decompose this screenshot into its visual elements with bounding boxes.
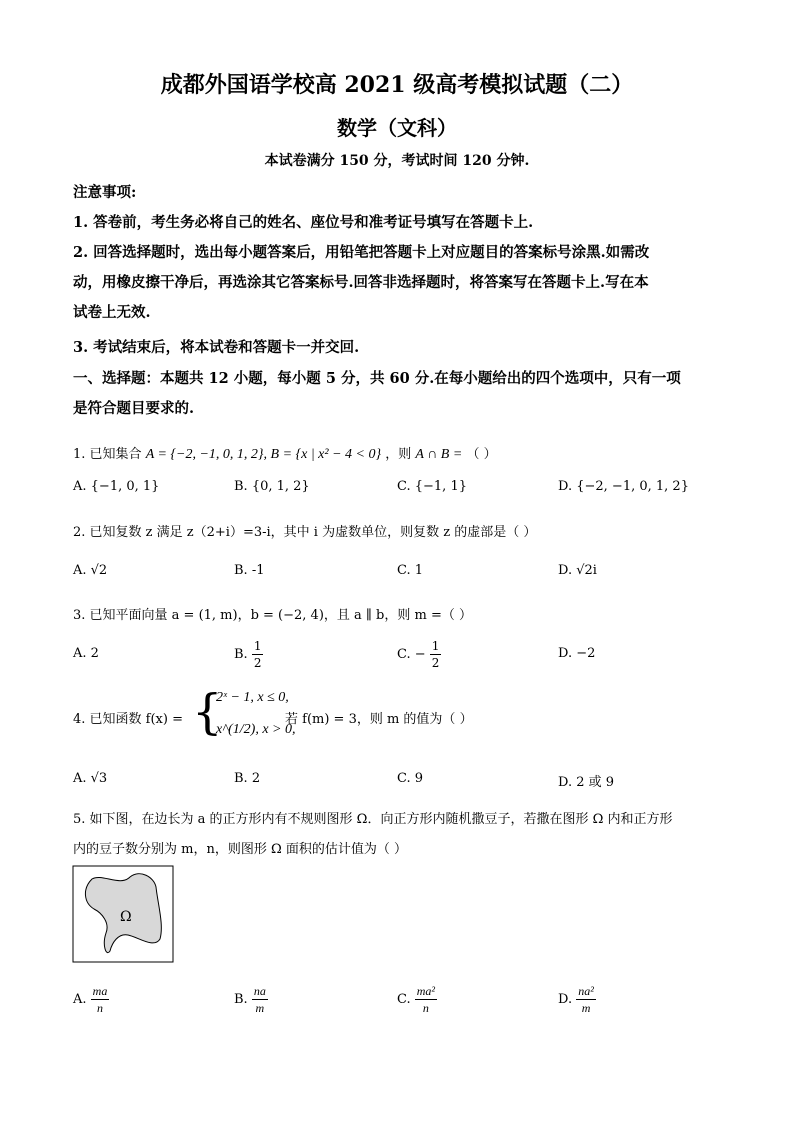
q5-line-2: 内的豆子数分别为 m，n，则图形 Ω 面积的估计值为（ ） — [73, 842, 408, 857]
omega-figure — [72, 865, 174, 963]
q3-option-c-fraction — [430, 638, 442, 671]
subject-title: 数学（文科） — [337, 116, 457, 140]
q4-prefix: 4. 已知函数 f(x) = — [73, 712, 183, 727]
q5-option-a-label: A. — [73, 992, 87, 1007]
q1-prefix: 1. 已知集合 — [73, 447, 142, 462]
q5-option-d-label: D. — [558, 992, 573, 1007]
question-2: 2. 已知复数 z 满足 z（2+i）=3-i，其中 i 为虚数单位，则复数 z 的虚部是（ ） — [73, 525, 537, 540]
q5-option-c — [397, 983, 437, 1016]
q5-option-d-fraction — [576, 983, 596, 1016]
q1-mid: ，则 — [385, 447, 412, 462]
notice-item-2b: 动，用橡皮擦干净后，再选涂其它答案标号.回答非选择题时，将答案写在答题卡上.写在本 — [73, 274, 649, 291]
q4-option-b: B. 2 — [234, 771, 261, 786]
section1-line1: 一、选择题：本题共 12 小题，每小题 5 分，共 60 分.在每小题给出的四个选项中，只有一项 — [73, 370, 681, 387]
q1-option-c: C. {−1, 1} — [397, 479, 467, 494]
q2-option-d: D. √2i — [558, 563, 597, 578]
q4-option-c: C. 9 — [397, 771, 424, 786]
q5-option-b-label: B. — [234, 992, 248, 1007]
q1-option-b: B. {0, 1, 2} — [234, 479, 310, 494]
q3-option-b — [234, 638, 263, 671]
q3-option-c — [397, 638, 441, 671]
q5-line-1: 5. 如下图，在边长为 a 的正方形内有不规则图形 Ω．向正方形内随机撒豆子，若撒在图形 Ω 内和正方形 — [73, 812, 673, 827]
q5-option-d — [558, 983, 596, 1016]
q5-option-c-fraction — [415, 983, 437, 1016]
q3-option-b-fraction — [252, 638, 264, 671]
notice-heading: 注意事项: — [73, 184, 137, 201]
q3-option-c-label: C. − — [397, 647, 426, 662]
q4-case-2: x^(1/2), x > 0, — [216, 722, 296, 737]
q5-option-d-num: na² — [578, 984, 594, 998]
exam-title: 成都外国语学校高 2021 级高考模拟试题（二） — [160, 72, 634, 98]
q5-option-c-den: n — [422, 1001, 429, 1015]
exam-info: 本试卷满分 150 分，考试时间 120 分钟. — [264, 153, 530, 169]
q3-option-b-label: B. — [234, 647, 248, 662]
q3-option-a: A. 2 — [73, 646, 99, 661]
section1-line2: 是符合题目要求的. — [73, 400, 195, 417]
q5-option-a-num: ma — [92, 984, 108, 998]
q1-suffix: （ ） — [466, 447, 497, 462]
q5-option-b-fraction — [252, 983, 268, 1016]
q3-option-d: D. −2 — [558, 646, 596, 661]
q5-option-a — [73, 983, 109, 1016]
q3-option-c-den: 2 — [431, 656, 440, 670]
q5-option-c-num: ma² — [416, 984, 436, 998]
q5-option-a-den: n — [97, 1001, 103, 1015]
q1-expr2: A ∩ B = — [415, 447, 463, 462]
q5-option-a-fraction — [91, 983, 110, 1016]
q5-option-b-den: m — [255, 1001, 265, 1015]
q2-option-b: B. -1 — [234, 563, 265, 578]
q4-case-1: 2ˣ − 1, x ≤ 0, — [216, 690, 289, 705]
q3-option-c-num: 1 — [431, 639, 440, 653]
q3-option-b-den: 2 — [253, 656, 262, 670]
notice-item-1: 1. 答卷前，考生务必将自己的姓名、座位号和准考证号填写在答题卡上. — [73, 214, 534, 231]
q2-option-c: C. 1 — [397, 563, 424, 578]
q4-option-d: D. 2 或 9 — [558, 775, 615, 790]
question-1 — [73, 443, 497, 463]
q5-option-c-label: C. — [397, 992, 411, 1007]
q2-option-a: A. √2 — [73, 563, 108, 578]
q5-option-b — [234, 983, 268, 1016]
notice-item-2a: 2. 回答选择题时，选出每小题答案后，用铅笔把答题卡上对应题目的答案标号涂黑.如需改 — [73, 244, 650, 261]
q4-suffix: 若 f(m) = 3，则 m 的值为（ ） — [285, 712, 473, 727]
q1-option-d: D. {−2, −1, 0, 1, 2} — [558, 479, 689, 494]
q1-expr: A = {−2, −1, 0, 1, 2}, B = {x | x² − 4 < 0} — [145, 447, 382, 462]
omega-label: Ω — [120, 909, 132, 925]
q1-option-a: A. {−1, 0, 1} — [73, 479, 160, 494]
q5-option-b-num: na — [253, 984, 266, 998]
q5-option-d-den: m — [581, 1001, 591, 1015]
notice-item-3: 3. 考试结束后，将本试卷和答题卡一并交回. — [73, 339, 360, 356]
q3-option-b-num: 1 — [253, 639, 262, 653]
question-3: 3. 已知平面向量 a = (1, m)，b = (−2, 4)，且 a ∥ b，则 m =（ ） — [73, 608, 472, 623]
q4-option-a: A. √3 — [73, 771, 108, 786]
q4-brace: { — [192, 684, 223, 740]
notice-item-2c: 试卷上无效. — [73, 304, 151, 321]
